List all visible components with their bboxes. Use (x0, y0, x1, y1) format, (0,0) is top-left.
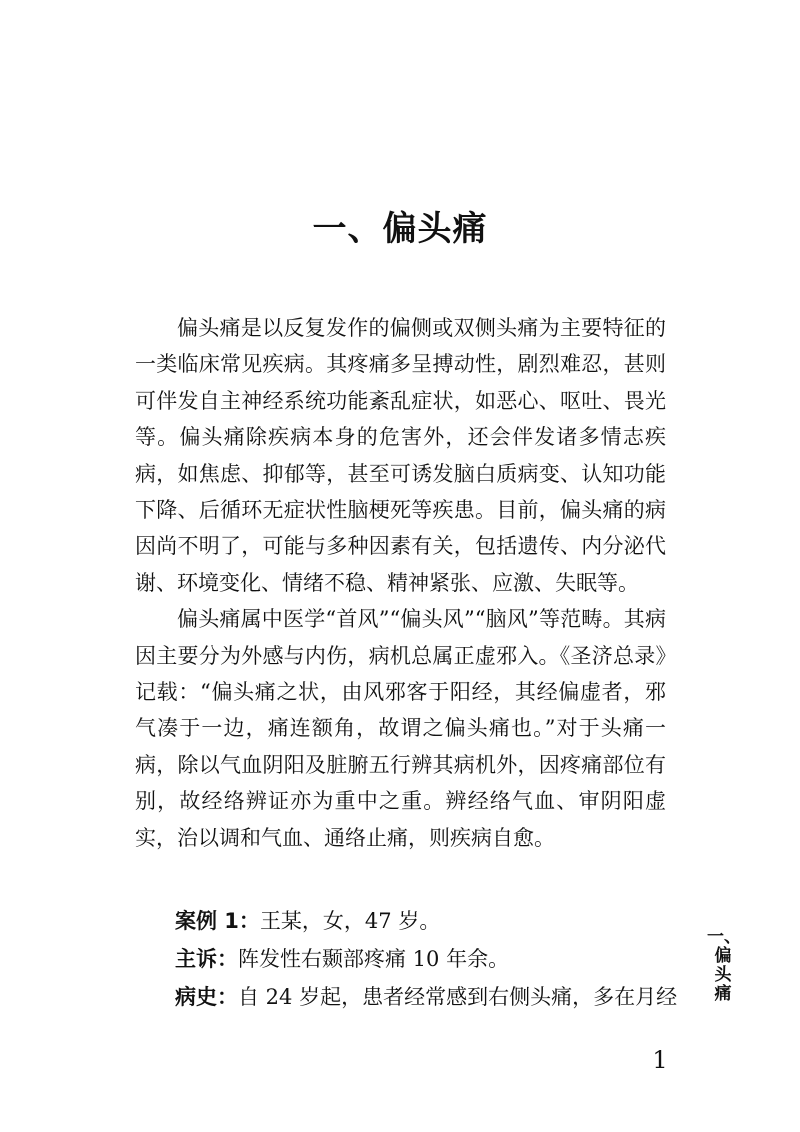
paragraph-intro: 偏头痛是以反复发作的偏侧或双侧头痛为主要特征的一类临床常见疾病。其疼痛多呈搏动性，剧烈难忍，甚则可伴发自主神经系统功能紊乱症状，如恶心、呕吐、畏光等。偏头痛除疾病本身的危害外，还会伴发诸多情志疾病，如焦虑、抑郁等，甚至可诱发脑白质病变、认知功能下降、后循环无症状性脑梗死等疾患。目前，偏头痛的病因尚不明了，可能与多种因素有关，包括遗传、内分泌代谢、环境变化、情绪不稳、精神紧张、应激、失眠等。 (135, 316, 666, 595)
history-text: 自 24 岁起，患者经常感到右侧头痛，多在月经 (238, 985, 678, 1009)
case-text: 王某，女，47 岁。 (259, 909, 441, 933)
body-text (135, 310, 666, 856)
history-label: 病史： (175, 985, 238, 1009)
case-line-case (175, 902, 670, 940)
case-line-complaint (175, 940, 670, 978)
case-line-history (175, 978, 678, 1016)
page-number: 1 (652, 1046, 668, 1074)
paragraph-tcm: 偏头痛属中医学“首风”“偏头风”“脑风”等范畴。其病因主要分为外感与内伤，病机总属正虚邪入。《圣济总录》记载：“偏头痛之状，由风邪客于阳经，其经偏虚者，邪气凑于一边，痛连额角，故谓之偏头痛也。”对于头痛一病，除以气血阴阳及脏腑五行辨其病机外，因疼痛部位有别，故经络辨证亦为重中之重。辨经络气血、审阴阳虚实，治以调和气血、通络止痛，则疾病自愈。 (135, 607, 666, 850)
complaint-label: 主诉： (175, 947, 238, 971)
case-section (175, 902, 678, 1016)
complaint-text: 阵发性右颞部疼痛 10 年余。 (238, 947, 510, 971)
chapter-title: 一、偏头痛 (312, 209, 488, 249)
case-label: 案例 1： (175, 909, 260, 933)
side-chapter-tab: 一、偏头痛 (707, 927, 741, 1004)
